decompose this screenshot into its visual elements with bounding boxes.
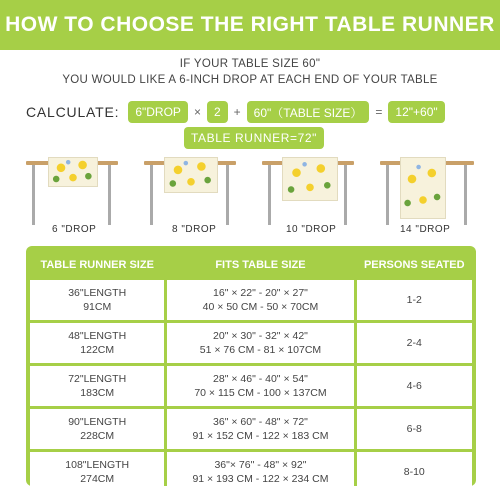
persons-cell bbox=[357, 452, 472, 492]
table-leg bbox=[150, 165, 153, 225]
times-sign: × bbox=[193, 105, 201, 119]
drop-illustration-10 bbox=[262, 157, 380, 247]
fits-inches: 36" × 60" - 48" × 72" bbox=[213, 416, 308, 428]
runner-length: 36"LENGTH bbox=[68, 287, 127, 299]
header-persons: PERSONS SEATED bbox=[363, 259, 465, 271]
drop-illustration-6 bbox=[26, 157, 144, 247]
runner-image bbox=[48, 157, 98, 187]
fits-cm: 91 × 152 CM - 122 × 183 CM bbox=[192, 430, 329, 442]
fits-size-cell bbox=[167, 366, 353, 406]
calculation-row bbox=[26, 100, 445, 124]
calculate-label: CALCULATE: bbox=[26, 104, 120, 120]
fits-size-cell bbox=[167, 452, 353, 492]
table-leg bbox=[464, 165, 467, 225]
persons-cell bbox=[357, 366, 472, 406]
fits-inches: 28" × 46" - 40" × 54" bbox=[213, 373, 308, 385]
drop-illustration-14 bbox=[380, 157, 498, 247]
runner-length-cm: 274CM bbox=[80, 473, 115, 485]
drop-pill: 6"DROP bbox=[128, 101, 188, 123]
intro-line-1: IF YOUR TABLE SIZE 60" bbox=[179, 58, 321, 70]
fits-cm: 91 × 193 CM - 122 × 234 CM bbox=[192, 473, 329, 485]
runner-image bbox=[282, 157, 338, 201]
size-table bbox=[26, 246, 476, 486]
persons-seated: 1-2 bbox=[406, 294, 422, 306]
table-leg bbox=[268, 165, 271, 225]
table-body bbox=[30, 280, 472, 492]
title-banner bbox=[0, 0, 500, 50]
fits-cm: 51 × 76 CM - 81 × 107CM bbox=[199, 344, 322, 356]
persons-seated: 8-10 bbox=[403, 466, 425, 478]
table-leg bbox=[32, 165, 35, 225]
table-row bbox=[30, 366, 472, 406]
runner-size-cell bbox=[30, 323, 164, 363]
runner-image bbox=[400, 157, 446, 219]
drop-illustration-8 bbox=[144, 157, 262, 247]
fits-size-cell bbox=[167, 280, 353, 320]
fits-inches: 36"× 76" - 48" × 92" bbox=[214, 459, 307, 471]
table-size-pill: 60"（TABLE SIZE） bbox=[247, 101, 370, 123]
persons-cell bbox=[357, 323, 472, 363]
runner-size-cell bbox=[30, 366, 164, 406]
runner-length: 90"LENGTH bbox=[68, 416, 127, 428]
header-runner-size: TABLE RUNNER SIZE bbox=[40, 259, 154, 271]
table-row bbox=[30, 280, 472, 320]
intro-line-2: YOU WOULD LIKE A 6-INCH DROP AT EACH END OF YOUR TABLE bbox=[62, 74, 438, 86]
runner-size-cell bbox=[30, 280, 164, 320]
drop-label: 6 "DROP bbox=[52, 224, 97, 235]
table-row bbox=[30, 323, 472, 363]
runner-size-cell bbox=[30, 409, 164, 449]
fits-size-cell bbox=[167, 409, 353, 449]
table-leg bbox=[386, 165, 389, 225]
persons-seated: 6-8 bbox=[406, 423, 422, 435]
drop-label: 8 "DROP bbox=[172, 224, 217, 235]
persons-cell bbox=[357, 280, 472, 320]
fits-size-cell bbox=[167, 323, 353, 363]
fits-cm: 70 × 115 CM - 100 × 137CM bbox=[194, 387, 327, 399]
runner-length-cm: 228CM bbox=[80, 430, 115, 442]
runner-length-cm: 91CM bbox=[83, 301, 112, 313]
runner-length: 72"LENGTH bbox=[68, 373, 127, 385]
table-row bbox=[30, 409, 472, 449]
runner-length-cm: 122CM bbox=[80, 344, 115, 356]
multiplier-pill: 2 bbox=[207, 101, 228, 123]
fits-inches: 16" × 22" - 20" × 27" bbox=[213, 287, 308, 299]
table-row bbox=[30, 452, 472, 492]
table-leg bbox=[108, 165, 111, 225]
fits-cm: 40 × 50 CM - 50 × 70CM bbox=[202, 301, 319, 313]
drop-label: 14 "DROP bbox=[400, 224, 451, 235]
plus-sign: + bbox=[233, 105, 241, 119]
runner-length: 48"LENGTH bbox=[68, 330, 127, 342]
drop-label: 10 "DROP bbox=[286, 224, 337, 235]
runner-size-cell bbox=[30, 452, 164, 492]
result-pill: 12"+60" bbox=[388, 101, 444, 123]
table-leg bbox=[344, 165, 347, 225]
page-title: HOW TO CHOOSE THE RIGHT TABLE RUNNER bbox=[5, 13, 495, 36]
runner-length: 108"LENGTH bbox=[65, 459, 130, 471]
persons-cell bbox=[357, 409, 472, 449]
persons-seated: 4-6 bbox=[406, 380, 422, 392]
table-runner-result: TABLE RUNNER=72" bbox=[184, 127, 324, 149]
table-leg bbox=[226, 165, 229, 225]
persons-seated: 2-4 bbox=[406, 337, 422, 349]
fits-inches: 20" × 30" - 32" × 42" bbox=[213, 330, 308, 342]
equals-sign: = bbox=[375, 105, 383, 119]
runner-image bbox=[164, 157, 218, 193]
header-fits-size: FITS TABLE SIZE bbox=[215, 259, 306, 271]
table-header bbox=[30, 250, 472, 280]
runner-length-cm: 183CM bbox=[80, 387, 115, 399]
